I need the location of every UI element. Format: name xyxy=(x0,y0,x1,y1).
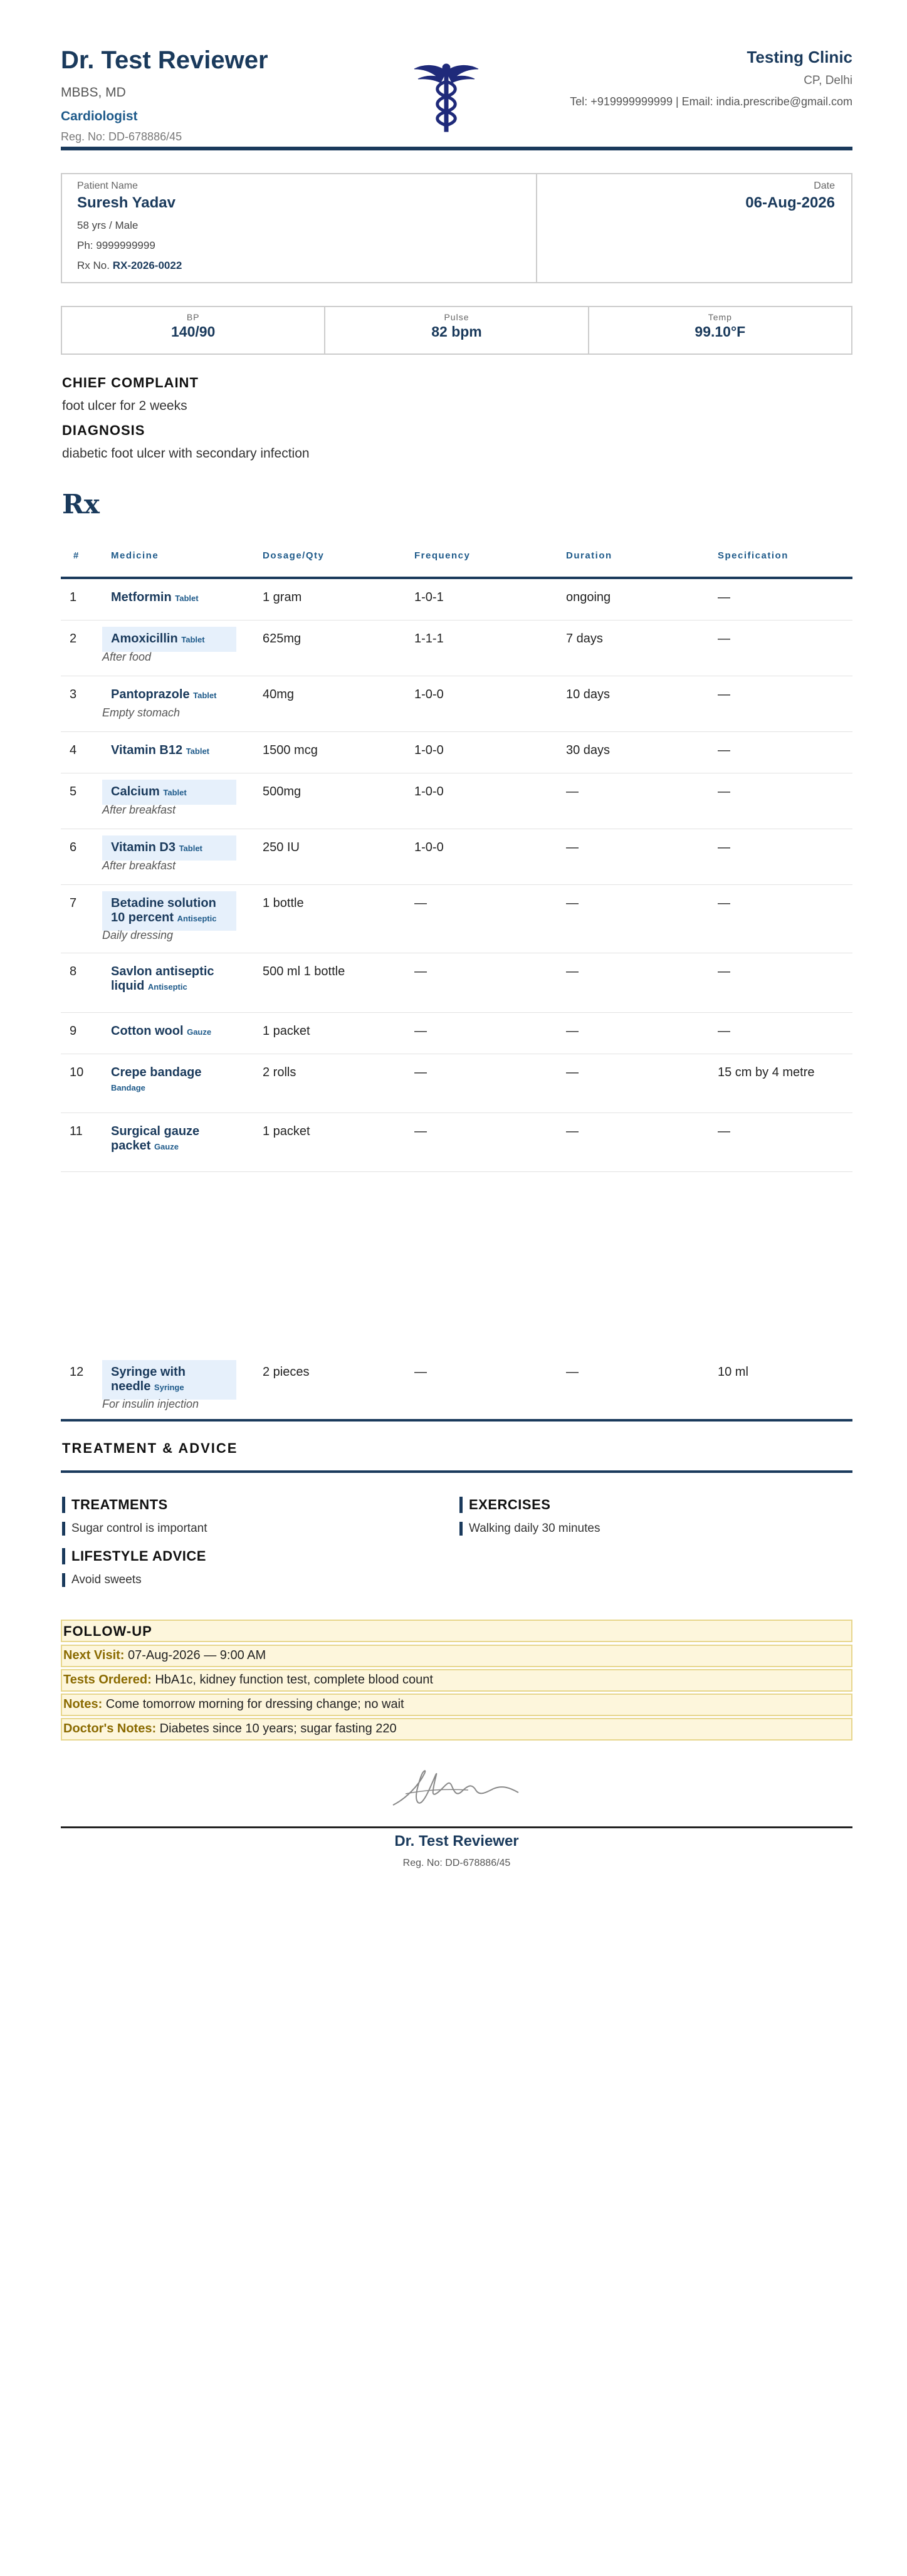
col-header-duration: Duration xyxy=(566,550,612,561)
clinic-contact: Tel: +919999999999 | Email: india.prescribe@gmail.com xyxy=(570,95,852,108)
rx-number-line xyxy=(77,259,521,272)
vital-value: 140/90 xyxy=(170,323,216,340)
medicine-dosage: 1500 mcg xyxy=(263,743,318,757)
next-visit-value: 07-Aug-2026 — 9:00 AM xyxy=(128,1648,266,1662)
patient-phone: Ph: 9999999999 xyxy=(77,239,155,251)
row-number: 2 xyxy=(70,632,77,646)
medicine-name xyxy=(102,1060,236,1100)
medicine-dosage: 1 gram xyxy=(263,590,302,604)
medicine-name xyxy=(102,1360,236,1400)
row-number: 6 xyxy=(70,840,77,854)
treatments-text: Sugar control is important xyxy=(62,1522,207,1536)
medicine-duration: 30 days xyxy=(566,743,611,757)
medicine-specification: 10 ml xyxy=(718,1365,748,1379)
medicine-specification: — xyxy=(718,688,730,701)
medicine-instruction: For insulin injection xyxy=(102,1398,199,1410)
rx-number-label: Rx No. xyxy=(77,259,110,271)
medicine-name xyxy=(102,960,236,999)
treatment-divider xyxy=(61,1470,852,1473)
medicine-instruction: After food xyxy=(102,651,152,663)
row-number: 8 xyxy=(70,965,77,978)
row-number: 10 xyxy=(70,1065,84,1079)
lifestyle-title: LIFESTYLE ADVICE xyxy=(62,1548,206,1564)
row-number: 5 xyxy=(70,785,77,798)
followup-doctor-notes xyxy=(61,1718,852,1741)
notes-value: Come tomorrow morning for dressing change; no wait xyxy=(105,1697,404,1711)
notes-label: Notes: xyxy=(63,1697,103,1711)
medicine-name xyxy=(102,1119,236,1159)
exercises-text: Walking daily 30 minutes xyxy=(459,1522,600,1536)
medicine-type: Tablet xyxy=(181,635,205,644)
medicine-duration: 10 days xyxy=(566,688,611,701)
medicine-duration: — xyxy=(566,1124,579,1138)
medicine-dosage: 1 packet xyxy=(263,1124,310,1138)
medicine-type: Bandage xyxy=(111,1083,145,1092)
signature-reg-number: Reg. No: DD-678886/45 xyxy=(402,1858,511,1868)
medicine-name-text: Surgical gauze packet xyxy=(111,1124,200,1153)
rx-number: RX-2026-0022 xyxy=(112,259,182,271)
row-number: 4 xyxy=(70,743,77,757)
medicine-duration: — xyxy=(566,785,579,798)
medicine-name-text: Vitamin D3 xyxy=(111,840,176,854)
medicine-row xyxy=(61,676,852,732)
medicine-instruction: After breakfast xyxy=(102,804,176,816)
medicine-specification: — xyxy=(718,896,730,910)
patient-details xyxy=(62,174,537,282)
medicine-specification: — xyxy=(718,632,730,646)
medicine-type: Gauze xyxy=(154,1142,179,1151)
medicine-name xyxy=(102,835,236,861)
medicine-specification: — xyxy=(718,590,730,604)
row-number: 9 xyxy=(70,1024,77,1038)
vital-value: 99.10°F xyxy=(695,323,746,340)
medicine-name xyxy=(102,585,236,610)
medicine-type: Tablet xyxy=(193,691,217,700)
chief-complaint-title: CHIEF COMPLAINT xyxy=(62,375,199,390)
doctor-name: Dr. Test Reviewer xyxy=(61,46,268,74)
medicine-type: Gauze xyxy=(187,1027,212,1037)
medicine-duration: — xyxy=(566,1065,579,1079)
medicine-specification: — xyxy=(718,1024,730,1038)
letterhead xyxy=(61,0,852,150)
medicine-type: Tablet xyxy=(163,788,187,797)
diagnosis-text: diabetic foot ulcer with secondary infection xyxy=(62,446,310,461)
clinic-name: Testing Clinic xyxy=(747,48,852,66)
medicine-name-text: Betadine solution 10 percent xyxy=(111,896,216,924)
medicine-specification: — xyxy=(718,965,730,978)
medicine-duration: 7 days xyxy=(566,632,603,646)
medicine-name xyxy=(102,738,236,763)
medicine-name-text: Crepe bandage xyxy=(111,1065,202,1079)
exercises-title: EXERCISES xyxy=(459,1497,550,1513)
medicine-frequency: — xyxy=(414,1065,427,1079)
table-bottom-rule xyxy=(61,1419,852,1422)
medicine-frequency: — xyxy=(414,896,427,910)
vital-value: 82 bpm xyxy=(431,323,482,340)
medicine-frequency: — xyxy=(414,1124,427,1138)
vitals-strip xyxy=(61,306,852,355)
treatment-advice-title: TREATMENT & ADVICE xyxy=(62,1440,238,1456)
medicine-specification: — xyxy=(718,785,730,798)
medicine-row xyxy=(61,1013,852,1054)
medicine-specification: — xyxy=(718,1124,730,1138)
patient-name-label: Patient Name xyxy=(77,181,138,191)
medicine-name-text: Calcium xyxy=(111,785,160,798)
medicine-name-text: Cotton wool xyxy=(111,1024,184,1038)
vital-label: Temp xyxy=(708,312,732,322)
medicine-table-header xyxy=(61,540,852,579)
medicine-frequency: — xyxy=(414,1365,427,1379)
medicine-name-text: Amoxicillin xyxy=(111,632,178,646)
row-number: 7 xyxy=(70,896,77,910)
medicine-row xyxy=(61,885,852,953)
medicine-name-text: Pantoprazole xyxy=(111,688,190,701)
col-header-medicine: Medicine xyxy=(111,550,159,561)
vital-label: Pulse xyxy=(444,312,469,322)
rx-symbol: Rx xyxy=(62,489,100,520)
row-number: 12 xyxy=(70,1365,84,1379)
medicine-frequency: 1-0-1 xyxy=(414,590,444,604)
medicine-type: Syringe xyxy=(154,1383,184,1392)
row-number: 1 xyxy=(70,590,77,604)
medicine-dosage: 500mg xyxy=(263,785,301,798)
doctor-specialty: Cardiologist xyxy=(61,109,138,123)
medicine-name xyxy=(102,627,236,652)
medicine-row xyxy=(61,829,852,885)
followup-tests xyxy=(61,1669,852,1692)
col-header-specification: Specification xyxy=(718,550,789,561)
medicine-name xyxy=(102,683,236,708)
medicine-row xyxy=(61,1054,852,1113)
medicine-row xyxy=(61,1354,852,1419)
doctor-notes-label: Doctor's Notes: xyxy=(63,1722,157,1736)
signature-image xyxy=(387,1761,525,1818)
date-details xyxy=(538,174,851,282)
medicine-dosage: 500 ml 1 bottle xyxy=(263,965,345,978)
medicine-instruction: Daily dressing xyxy=(102,929,174,941)
signature-line xyxy=(61,1826,852,1828)
medicine-type: Tablet xyxy=(175,594,199,603)
medicine-dosage: 1 packet xyxy=(263,1024,310,1038)
col-header-dosage: Dosage/Qty xyxy=(263,550,325,561)
medicine-dosage: 2 pieces xyxy=(263,1365,310,1379)
medicine-row xyxy=(61,773,852,829)
vital-temp xyxy=(589,307,851,353)
patient-info-box xyxy=(61,173,852,283)
medicine-name-text: Syringe with needle xyxy=(111,1365,186,1393)
vital-label: BP xyxy=(186,312,200,322)
medicine-duration: — xyxy=(566,896,579,910)
medicine-specification: — xyxy=(718,840,730,854)
medicine-name-text: Savlon antiseptic liquid xyxy=(111,965,214,993)
medicine-instruction: Empty stomach xyxy=(102,706,181,719)
medicine-row xyxy=(61,732,852,773)
medicine-frequency: — xyxy=(414,965,427,978)
medicine-specification: 15 cm by 4 metre xyxy=(718,1065,815,1079)
tests-value: HbA1c, kidney function test, complete blood count xyxy=(155,1673,433,1687)
signature-doctor-name: Dr. Test Reviewer xyxy=(394,1833,519,1850)
medicine-row xyxy=(61,579,852,620)
col-header-number: # xyxy=(73,550,80,561)
followup-title: FOLLOW-UP xyxy=(63,1623,152,1639)
medicine-duration: — xyxy=(566,840,579,854)
doctor-notes-value: Diabetes since 10 years; sugar fasting 220 xyxy=(159,1722,397,1736)
medicine-dosage: 250 IU xyxy=(263,840,300,854)
caduceus-icon xyxy=(412,60,481,134)
medicine-duration: — xyxy=(566,965,579,978)
medicine-name-text: Vitamin B12 xyxy=(111,743,183,757)
medicine-name xyxy=(102,780,236,805)
medicine-frequency: 1-1-1 xyxy=(414,632,444,646)
doctor-reg-number: Reg. No: DD-678886/45 xyxy=(61,130,182,143)
next-visit-label: Next Visit: xyxy=(63,1648,125,1662)
medicine-frequency: 1-0-0 xyxy=(414,785,444,798)
prescription-date: 06-Aug-2026 xyxy=(745,194,835,211)
treatments-title: TREATMENTS xyxy=(62,1497,168,1513)
medicine-type: Antiseptic xyxy=(177,914,217,923)
medicine-name-text: Metformin xyxy=(111,590,172,604)
col-header-frequency: Frequency xyxy=(414,550,471,561)
medicine-dosage: 2 rolls xyxy=(263,1065,296,1079)
clinic-city: CP, Delhi xyxy=(804,74,852,87)
medicine-duration: — xyxy=(566,1365,579,1379)
medicine-dosage: 625mg xyxy=(263,632,301,646)
row-number: 11 xyxy=(70,1124,83,1138)
tests-label: Tests Ordered: xyxy=(63,1673,152,1687)
date-label: Date xyxy=(814,181,835,191)
medicine-instruction: After breakfast xyxy=(102,859,176,872)
followup-next-visit xyxy=(61,1645,852,1667)
medicine-dosage: 40mg xyxy=(263,688,295,701)
medicine-frequency: 1-0-0 xyxy=(414,743,444,757)
medicine-frequency: 1-0-0 xyxy=(414,840,444,854)
medicine-duration: ongoing xyxy=(566,590,611,604)
prescription-page xyxy=(61,0,852,1868)
medicine-type: Antiseptic xyxy=(147,982,187,992)
medicine-row xyxy=(61,953,852,1013)
medicine-type: Tablet xyxy=(186,746,210,756)
row-number: 3 xyxy=(70,688,77,701)
medicine-duration: — xyxy=(566,1024,579,1038)
medicine-row xyxy=(61,620,852,676)
medicine-type: Tablet xyxy=(179,844,202,853)
medicine-frequency: 1-0-0 xyxy=(414,688,444,701)
medicine-dosage: 1 bottle xyxy=(263,896,304,910)
lifestyle-text: Avoid sweets xyxy=(62,1573,142,1587)
diagnosis-title: DIAGNOSIS xyxy=(62,422,145,438)
header-divider xyxy=(61,147,852,150)
medicine-row xyxy=(61,1113,852,1172)
vital-bp xyxy=(62,307,325,353)
medicine-frequency: — xyxy=(414,1024,427,1038)
doctor-qualification: MBBS, MD xyxy=(61,85,126,100)
patient-name: Suresh Yadav xyxy=(77,194,176,211)
medicine-specification: — xyxy=(718,743,730,757)
chief-complaint-text: foot ulcer for 2 weeks xyxy=(62,399,187,413)
followup-title-box xyxy=(61,1620,852,1642)
medicine-name xyxy=(102,891,236,931)
medicine-name xyxy=(102,1019,236,1044)
patient-age-sex: 58 yrs / Male xyxy=(77,219,139,231)
vital-pulse xyxy=(325,307,589,353)
followup-notes xyxy=(61,1694,852,1716)
